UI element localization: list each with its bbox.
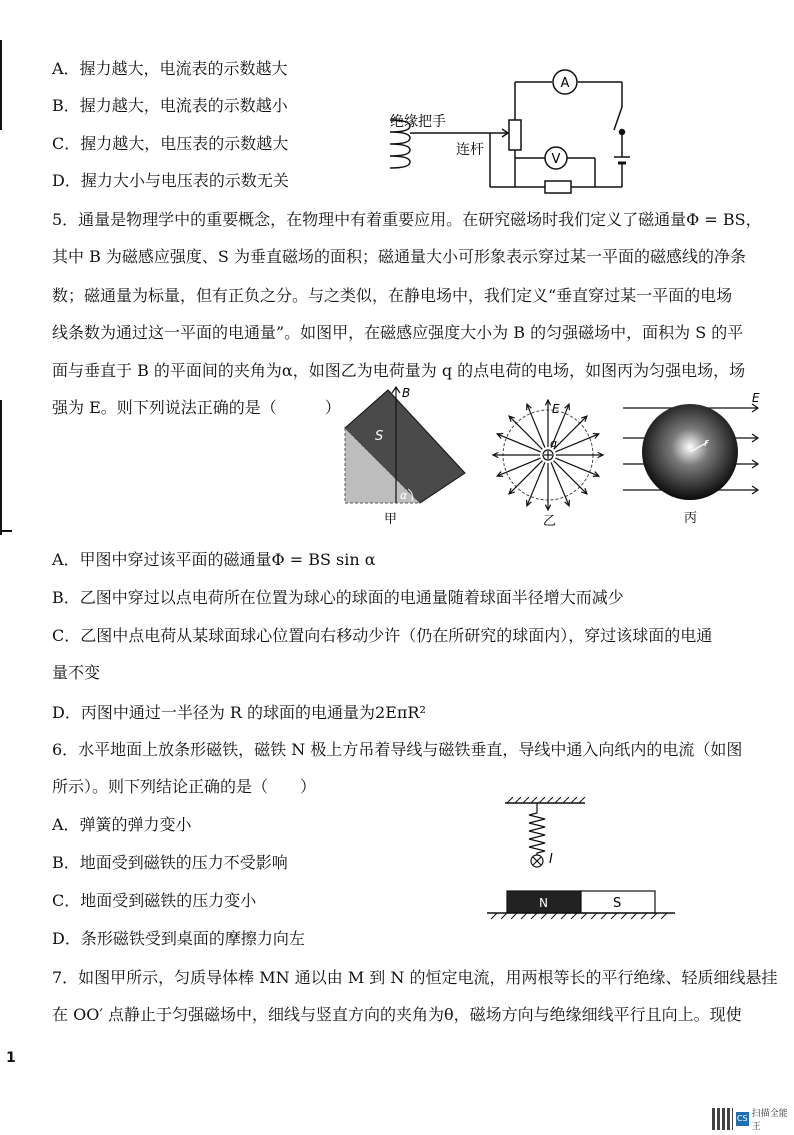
q5-line-6: 强为 E。则下列说法正确的是（ ）	[52, 398, 341, 417]
q6-option-a: A．弹簧的弹力变小	[52, 815, 192, 834]
caption-jia: 甲	[384, 512, 398, 527]
q5-option-b: B．乙图中穿过以点电荷所在位置为球心的球面的电通量随着球面半径增大而减少	[52, 588, 624, 607]
margin-tick	[0, 530, 12, 532]
q7-line-2: 在 OO′ 点静止于匀强磁场中，细线与竖直方向的夹角为θ，磁场方向与绝缘细线平行且向上。现使	[52, 1005, 742, 1024]
q5-line-5: 面与垂直于 B 的平面间的夹角为α，如图乙为电荷量为 q 的点电荷的电场，如图丙为匀强电场，场	[52, 361, 746, 380]
q5-line-4: 线条数为通过这一平面的电通量”。如图甲，在磁感应强度大小为 B 的匀强磁场中，面积为 S 的平	[52, 323, 744, 342]
scanner-logo-icon: CS	[736, 1112, 749, 1126]
q6-option-c: C．地面受到磁铁的压力变小	[52, 891, 257, 910]
q6-option-d: D．条形磁铁受到桌面的摩擦力向左	[52, 929, 305, 948]
caption-yi: 乙	[543, 514, 557, 529]
q5-line-1: 5．通量是物理学中的重要概念，在物理中有着重要应用。在研究磁场时我们定义了磁通量Φ = BS，	[52, 210, 762, 229]
field-line	[554, 461, 587, 494]
voltmeter-label: V	[551, 152, 561, 167]
qr-code-icon	[712, 1108, 733, 1130]
field-line	[509, 416, 542, 449]
b-label: B	[402, 386, 411, 400]
field-line	[554, 416, 587, 449]
q4-option-b: B．握力越大，电流表的示数越小	[52, 96, 288, 115]
q-label: q	[550, 437, 557, 450]
handle-label: 绝缘把手	[390, 114, 446, 130]
caption-bing: 丙	[684, 511, 698, 526]
margin-line-top	[0, 40, 2, 130]
q4-option-d: D．握力大小与电压表的示数无关	[52, 171, 289, 190]
q4-option-c: C．握力越大，电压表的示数越大	[52, 134, 289, 153]
n-pole-label: N	[539, 896, 548, 910]
q4-option-a: A．握力越大，电流表的示数越大	[52, 59, 288, 78]
margin-line-mid	[0, 400, 2, 535]
e-label-bing: E	[752, 391, 760, 405]
rod-label: 连杆	[456, 142, 484, 158]
q4-circuit-figure	[390, 62, 640, 197]
q6-line-1: 6．水平地面上放条形磁铁，磁铁 N 极上方吊着导线与磁铁垂直，导线中通入向纸内的电流（如图	[52, 740, 743, 759]
current-label: I	[549, 852, 553, 867]
ammeter-label: A	[560, 76, 570, 91]
q5-option-a: A．甲图中穿过该平面的磁通量Φ = BS sin α	[52, 550, 376, 569]
watermark	[712, 1106, 794, 1132]
q5-figure-jia	[340, 385, 475, 530]
q6-option-b: B．地面受到磁铁的压力不受影响	[52, 853, 288, 872]
q5-option-d: D．丙图中通过一半径为 R 的球面的电通量为2EπR²	[52, 703, 426, 722]
r-label: r	[704, 436, 709, 449]
e-label-yi: E	[552, 402, 560, 416]
q5-figure-yi	[488, 395, 608, 530]
q5-option-c: C．乙图中点电荷从某球面球心位置向右移动少许（仍在所研究的球面内），穿过该球面的电通	[52, 626, 713, 645]
watermark-text: 扫描全能王	[751, 1109, 788, 1132]
q6-magnet-figure	[485, 795, 685, 925]
s-pole-label: S	[613, 896, 622, 911]
q7-line-1: 7．如图甲所示，匀质导体棒 MN 通以由 M 到 N 的恒定电流，用两根等长的平行绝缘、轻质细线悬挂	[52, 968, 778, 987]
alpha-label: α	[400, 489, 408, 502]
page-number: 1	[6, 1050, 16, 1066]
q5-option-c-cont: 量不变	[52, 663, 101, 682]
q6-line-2: 所示）。则下列结论正确的是（ ）	[52, 777, 317, 796]
q5-line-3: 数；磁通量为标量，但有正负之分。与之类似，在静电场中，我们定义“垂直穿过某一平面的电场	[52, 286, 733, 305]
field-line	[551, 462, 569, 505]
field-line	[509, 461, 542, 494]
q5-figure-bing	[618, 390, 768, 530]
s-label: S	[375, 429, 384, 444]
q5-line-2: 其中 B 为磁感应强度、S 为垂直磁场的面积；磁通量大小可形象表示穿过某一平面的磁感线的净条	[52, 247, 746, 266]
